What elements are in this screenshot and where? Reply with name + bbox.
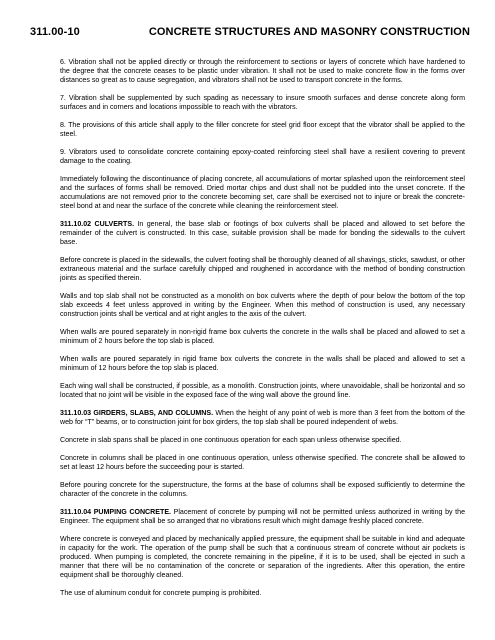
paragraph-text: Before concrete is placed in the sidewalls, the culvert footing shall be thoroughly cleaned of all shavings, sticks, sawdust, or other extraneous material and the surface carefully chipped and roughened in accordance with the method of bonding construction joints as specified therein.	[60, 256, 465, 282]
paragraph-text: In general, the base slab or footings of box culverts shall be placed and allowed to set before the remainder of the culvert is constructed. In this case, suitable provision shall be made for bonding the sidewalls to the culvert base.	[60, 220, 465, 246]
paragraph	[60, 436, 465, 445]
paragraph-text: Immediately following the discontinuance of placing concrete, all accumulations of mortar splashed upon the reinforcement steel and the surfaces of forms shall be removed. Dried mortar chips and dust shall not be puddled into the unset concrete. If the accumulations are not removed prior to the concrete becoming set, care shall be exercised not to injure or break the concrete-steel bond at and near the surface of the concrete while cleaning the reinforcement steel.	[60, 175, 465, 210]
paragraph-text: Concrete in slab spans shall be placed in one continuous operation for each span unless otherwise specified.	[60, 436, 402, 444]
paragraph-text: When walls are poured separately in non-rigid frame box culverts the concrete in the walls shall be placed and allowed to set a minimum of 2 hours before the top slab is placed.	[60, 328, 465, 345]
paragraph	[60, 328, 465, 346]
paragraph-text: Placement of concrete by pumping will not be permitted unless authorized in writing by the Engineer. The equipment shall be so arranged that no vibrations result which might damage freshly placed concrete.	[60, 508, 466, 525]
paragraph-heading: 311.10.04 PUMPING CONCRETE.	[60, 508, 172, 516]
paragraph	[60, 256, 465, 283]
paragraph	[60, 94, 465, 112]
paragraph	[60, 535, 465, 580]
paragraph	[60, 58, 465, 85]
paragraph-text: 7. Vibration shall be supplemented by such spading as necessary to insure smooth surfaces and dense concrete along form surfaces and in corners and locations impossible to reach with the vibrators.	[60, 94, 465, 111]
paragraph	[60, 382, 465, 400]
document-body	[60, 58, 465, 607]
paragraph	[60, 292, 465, 319]
paragraph-heading: 311.10.02 CULVERTS.	[60, 220, 135, 228]
section-title: CONCRETE STRUCTURES AND MASONRY CONSTRUCTION	[148, 26, 470, 38]
paragraph	[60, 409, 465, 427]
paragraph	[60, 148, 465, 166]
paragraph-text: When walls are poured separately in rigid frame box culverts the concrete in the walls shall be placed and allowed to set a minimum of 12 hours before the top slab is placed.	[60, 355, 465, 372]
paragraph-heading: 311.10.03 GIRDERS, SLABS, AND COLUMNS.	[60, 409, 214, 417]
paragraph-text: 8. The provisions of this article shall apply to the filler concrete for steel grid floor except that the vibrator shall be applied to the steel.	[60, 121, 465, 138]
paragraph-text: When the height of any point of web is more than 3 feet from the bottom of the web for “T” beams, or to construction joint for box girders, the top slab shall be poured independent of webs.	[60, 409, 465, 426]
paragraph-text: 6. Vibration shall not be applied directly or through the reinforcement to sections or layers of concrete which have hardened to the degree that the concrete ceases to be plastic under vibration. It shall not be used to make concrete flow in the forms over distances so great as to cause segregation, and vibrators shall not be used to transport concrete in the forms.	[60, 58, 465, 84]
paragraph-text: Each wing wall shall be constructed, if possible, as a monolith. Construction joints, where unavoidable, shall be horizontal and so located that no joint will be visible in the exposed face of the wing wall above the ground line.	[60, 382, 465, 399]
paragraph	[60, 220, 465, 247]
paragraph-text: Before pouring concrete for the superstructure, the forms at the base of columns shall be exposed sufficiently to determine the character of the concrete in the columns.	[60, 481, 465, 498]
paragraph	[60, 355, 465, 373]
paragraph-text: 9. Vibrators used to consolidate concrete containing epoxy-coated reinforcing steel shall have a resilient covering to prevent damage to the coating.	[60, 148, 465, 165]
paragraph-text: Where concrete is conveyed and placed by mechanically applied pressure, the equipment shall be suitable in kind and adequate in capacity for the work. The operation of the pump shall be such that a continuous stream of concrete without air pockets is produced. When pumping is completed, the concrete remaining in the pipeline, if it is to be used, shall be ejected in such a manner that there will be no contamination of the concrete or separation of the ingredients. After this operation, the entire equipment shall be thoroughly cleaned.	[60, 535, 465, 579]
paragraph	[60, 175, 465, 211]
paragraph	[60, 481, 465, 499]
section-code: 311.00-10	[30, 26, 80, 38]
page-header	[30, 26, 470, 44]
paragraph-text: Walls and top slab shall not be constructed as a monolith on box culverts where the depth of pour below the bottom of the top slab exceeds 4 feet unless approved in writing by the Engineer. When this method of construction is used, any necessary construction joints shall be vertical and at right angles to the axis of the culvert.	[60, 292, 465, 318]
paragraph	[60, 589, 465, 598]
paragraph-text: The use of aluminum conduit for concrete pumping is prohibited.	[60, 589, 262, 597]
paragraph	[60, 508, 465, 526]
paragraph	[60, 454, 465, 472]
paragraph	[60, 121, 465, 139]
paragraph-text: Concrete in columns shall be placed in one continuous operation, unless otherwise specified. The concrete shall be allowed to set at least 12 hours before the succeeding pour is started.	[60, 454, 465, 471]
